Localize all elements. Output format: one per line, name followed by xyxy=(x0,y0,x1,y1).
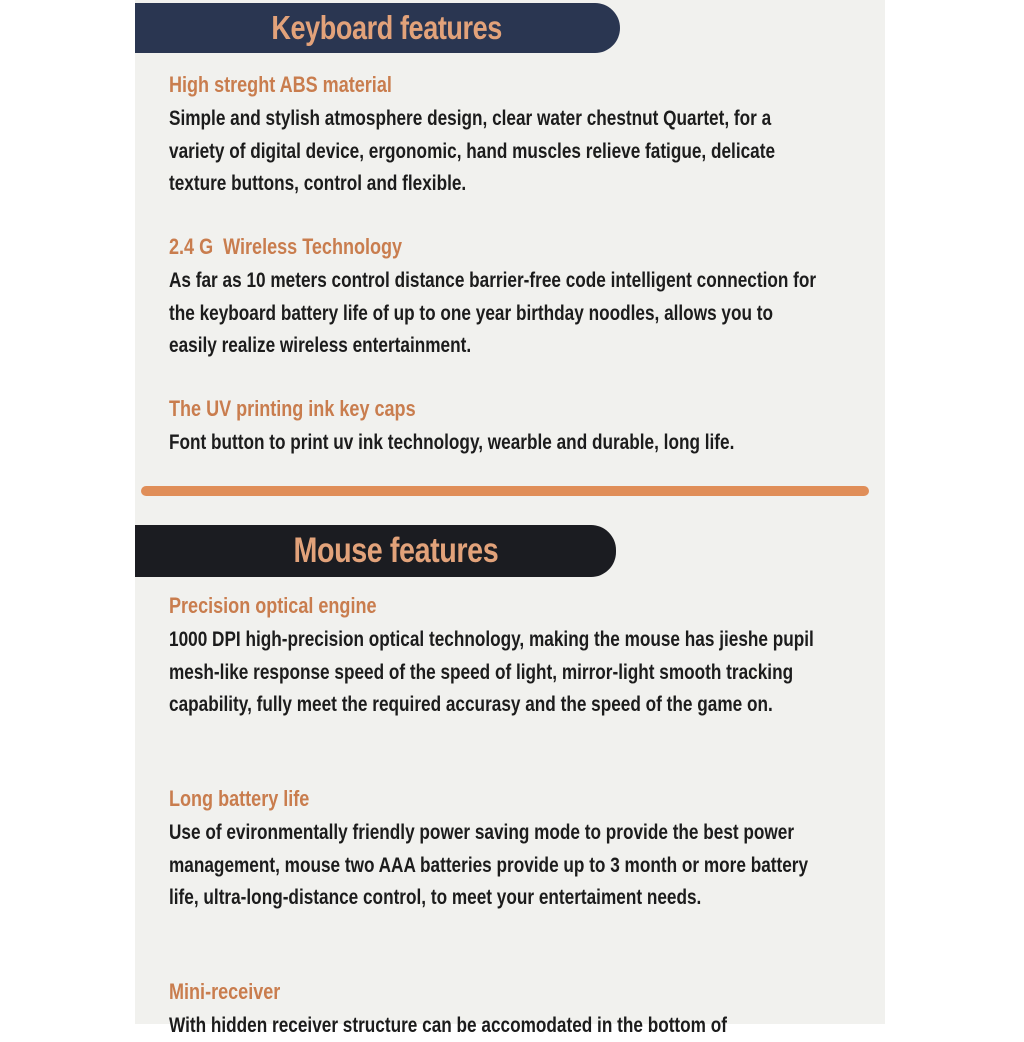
feature-description: With hidden receiver structure can be accomodated in the bottom of xyxy=(169,1013,727,1037)
feature-title: The UV printing ink key caps xyxy=(169,396,416,421)
feature-sheet xyxy=(135,0,885,1037)
keyboard-features-heading: Keyboard features xyxy=(271,9,502,46)
keyboard-feature-wireless xyxy=(169,234,869,362)
keyboard-feature-abs-material xyxy=(169,72,869,200)
feature-description: Font button to print uv ink technology, wearble and durable, long life. xyxy=(169,430,735,454)
mouse-feature-battery-life xyxy=(169,786,869,914)
feature-description: 1000 DPI high-precision optical technology, making the mouse has jieshe pupil mesh-like response speed of the speed of light, mirror-light smooth tracking capability, fully meet the required accurasy and the speed of the game on. xyxy=(169,627,814,716)
feature-title: Precision optical engine xyxy=(169,593,377,618)
section-divider xyxy=(141,486,869,496)
feature-title: Long battery life xyxy=(169,786,310,811)
feature-description: Use of evironmentally friendly power saving mode to provide the best power management, mouse two AAA batteries provide up to 3 month or more battery life, ultra-long-distance control, to meet your entertaiment needs. xyxy=(169,820,809,909)
keyboard-feature-uv-keycaps xyxy=(169,396,869,459)
keyboard-features-banner xyxy=(135,3,620,53)
feature-title: High streght ABS material xyxy=(169,72,392,97)
mouse-feature-optical-engine xyxy=(169,593,869,721)
mouse-feature-mini-receiver xyxy=(169,979,869,1042)
feature-description: As far as 10 meters control distance barrier-free code intelligent connection for the keyboard battery life of up to one year birthday noodles, allows you to easily realize wireless entertainment. xyxy=(169,268,817,357)
mouse-features-heading: Mouse features xyxy=(293,531,498,570)
feature-title: 2.4 G Wireless Technology xyxy=(169,234,403,259)
feature-description: Simple and stylish atmosphere design, clear water chestnut Quartet, for a variety of digital device, ergonomic, hand muscles relieve fatigue, delicate texture buttons, control and flexible. xyxy=(169,106,776,195)
mouse-features-banner xyxy=(135,525,616,577)
feature-title: Mini-receiver xyxy=(169,979,281,1004)
